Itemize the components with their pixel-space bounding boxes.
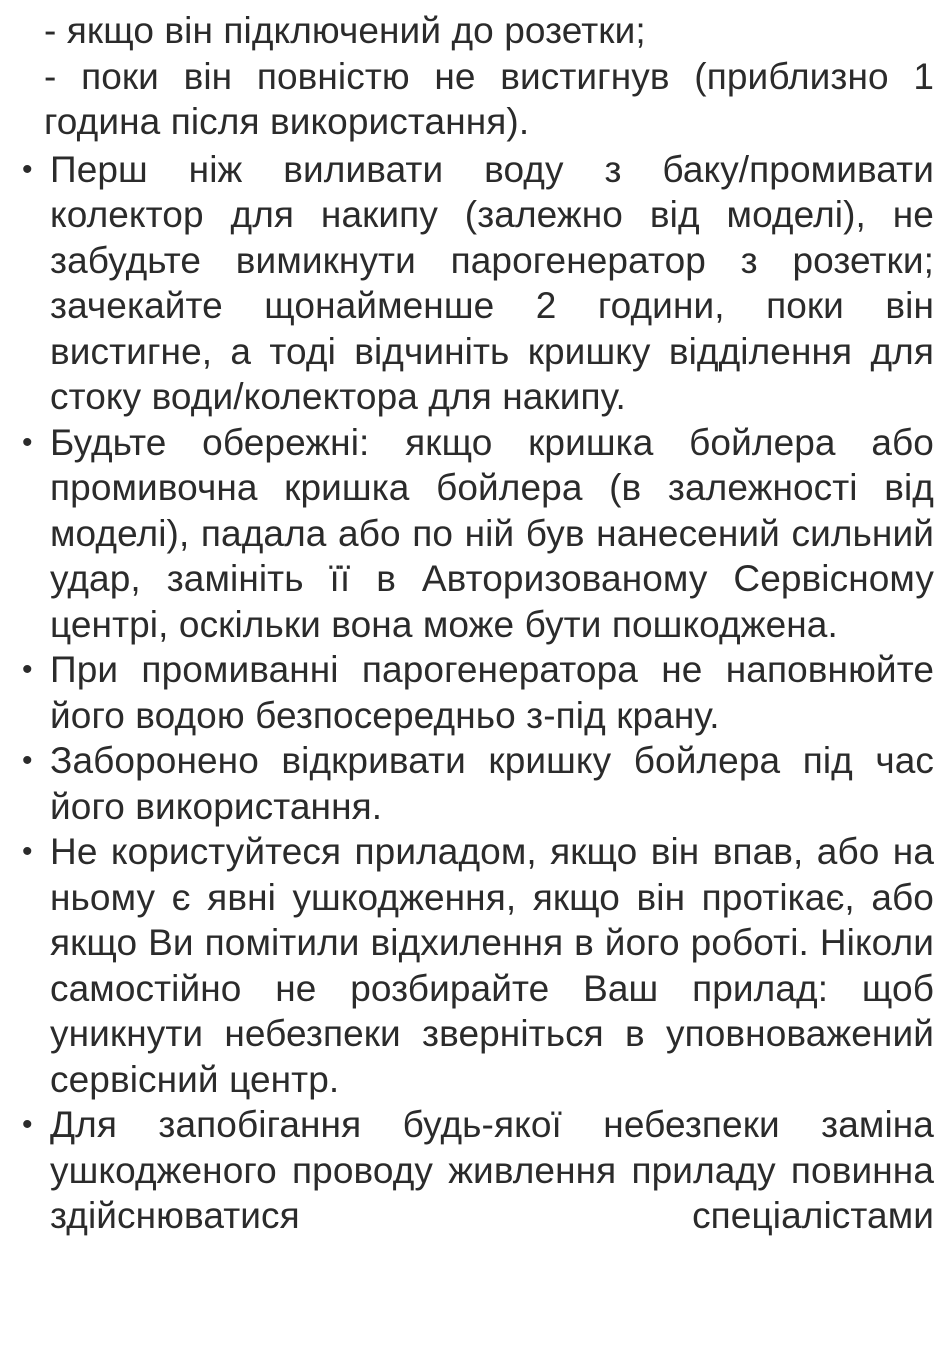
- bullet-text: Для запобігання будь-якої небезпеки заміна ушкодженого проводу живлення приладу повинна здійснюватися спеціалістами: [50, 1104, 934, 1236]
- bullet-item: [16, 420, 934, 648]
- bullet-icon: •: [22, 1108, 33, 1141]
- continuation-item: - якщо він підключений до розетки;: [44, 10, 646, 51]
- bullet-item: [16, 829, 934, 1102]
- bullet-text: Не користуйтеся приладом, якщо він впав, або на ньому є явні ушкодження, якщо він протікає, або якщо Ви помітили відхилення в його роботі. Ніколи самостійно не розбирайте Ваш прилад: щоб уникнути небезпеки зверніться в уповноважений сервісний центр.: [50, 831, 934, 1100]
- continuation-list: [16, 8, 934, 145]
- bullet-item: [16, 738, 934, 829]
- bullet-text: Будьте обережні: якщо кришка бойлера або промивочна кришка бойлера (в залежності від моделі), падала або по ній був нанесений сильний удар, замініть її в Авторизованому Сервісному центрі, оскільки вона може бути пошкоджена.: [50, 421, 934, 645]
- safety-bullet-list: [16, 147, 934, 1239]
- continuation-item: - поки він повністю не вистигнув (приблизно 1 година після використання).: [44, 55, 934, 142]
- bullet-text: При промиванні парогенератора не наповнюйте його водою безпосередньо з-під крану.: [50, 649, 934, 736]
- bullet-item: [16, 147, 934, 420]
- bullet-icon: •: [22, 425, 33, 459]
- bullet-icon: •: [22, 653, 33, 686]
- bullet-item: [16, 647, 934, 738]
- bullet-icon: •: [22, 835, 33, 868]
- bullet-text: Перш ніж виливати воду з баку/промивати колектор для накипу (залежно від моделі), не забудьте вимикнути парогенератор з розетки; зачекайте щонайменше 2 години, поки він вистигне, а тоді відчиніть кришку відділення для стоку води/колектора для накипу.: [50, 148, 934, 417]
- bullet-icon: •: [22, 152, 33, 186]
- bullet-text: Заборонено відкривати кришку бойлера під час його використання.: [50, 740, 934, 827]
- bullet-icon: •: [22, 744, 33, 777]
- bullet-item: [16, 1102, 934, 1239]
